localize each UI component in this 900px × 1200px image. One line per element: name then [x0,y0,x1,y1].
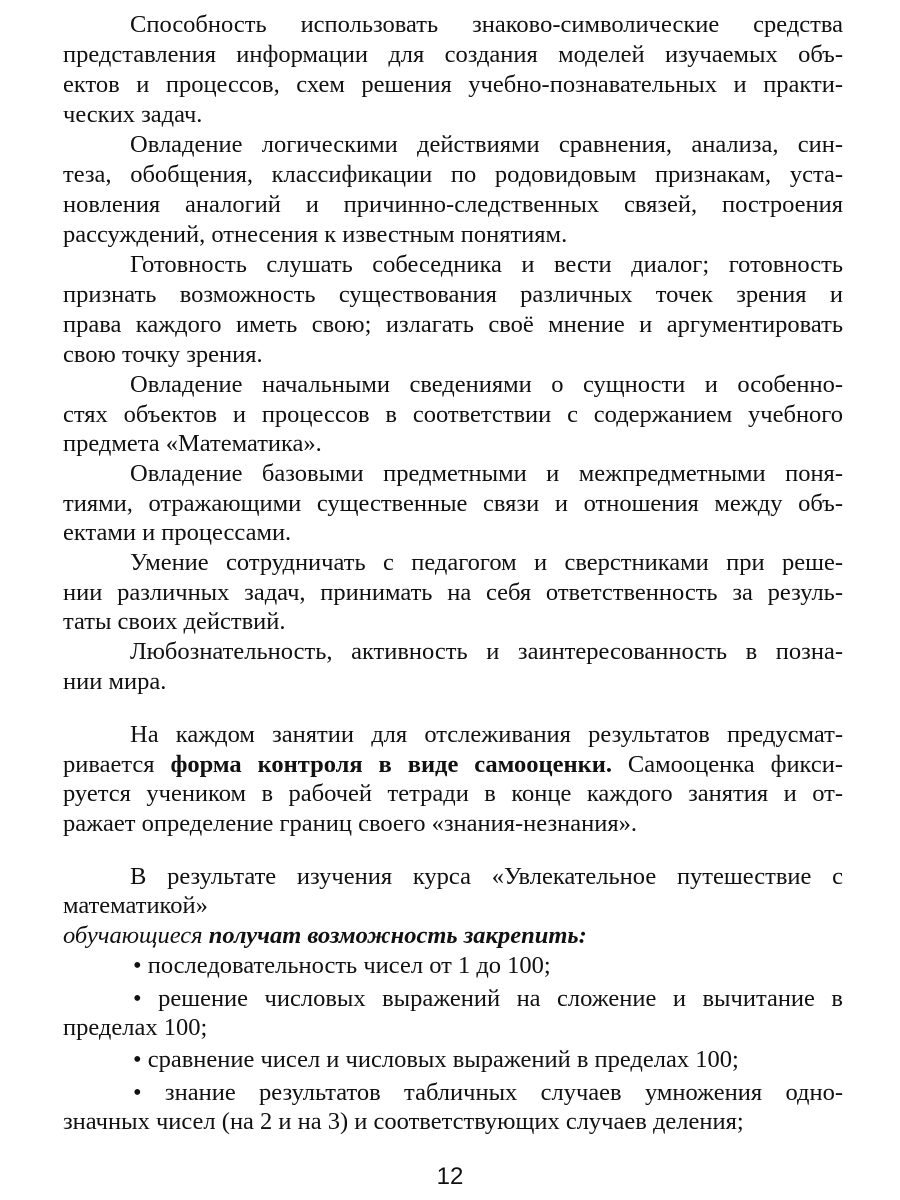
text-line [130,250,843,280]
text-span: Готовность слушать собеседника и вести диалог; готовность [130,251,843,278]
text-span: руется учеником в рабочей тетради в конце каждого занятия и от- [63,780,843,807]
text-span: Умение сотрудничать с педагогом и сверстниками при реше- [130,549,843,576]
text-line [63,429,843,459]
text-line [63,809,843,839]
text-line [63,100,843,130]
text-span: • сравнение чисел и числовых выражений в пределах 100; [133,1046,739,1073]
text-line [63,489,843,519]
text-span: математикой» [63,892,208,919]
text-span: представления информации для создания моделей изучаемых объ- [63,41,843,68]
text-span: признать возможность существования различных точек зрения и [63,281,843,308]
text-line [63,310,843,340]
text-span: Любознательность, активность и заинтересованность в позна- [130,638,843,665]
text-span: новления аналогий и причинно-следственных связей, построения [63,191,843,218]
text-span: • решение числовых выражений на сложение и вычитание в [133,985,843,1012]
text-line [63,220,843,250]
text-span: нии различных задач, принимать на себя ответственность за резуль- [63,579,843,606]
text-span: права каждого иметь свою; излагать своё мнение и аргументировать [63,311,843,338]
emphasis-text: получат возможность закрепить: [208,922,587,949]
text-line [63,750,843,780]
text-span: Самооценка фикси- [612,751,843,778]
text-span: предмета «Математика». [63,430,322,457]
text-line [63,518,843,548]
emphasis-text: обучающиеся [63,922,209,949]
text-span: теза, обобщения, классификации по родовидовым признакам, уста- [63,161,843,188]
text-line [63,280,843,310]
text-span: ческих задач. [63,101,203,128]
text-span: В результате изучения курса «Увлекательное путешествие с [130,863,843,890]
text-span: таты своих действий. [63,608,286,635]
text-line [130,459,843,489]
text-span: нии мира. [63,668,167,695]
text-span: Овладение базовыми предметными и межпредметными поня- [130,460,843,487]
text-line [130,548,843,578]
text-span: ектами и процессами. [63,519,292,546]
text-span: рассуждений, отнесения к известным понятиям. [63,221,568,248]
text-line [63,1107,843,1137]
text-span: На каждом занятии для отслеживания результатов предусмат- [130,721,843,748]
text-span: свою точку зрения. [63,341,263,368]
text-line [130,862,843,892]
text-line [63,921,843,951]
text-span: Овладение логическими действиями сравнения, анализа, син- [130,131,843,158]
text-line [63,190,843,220]
text-line [130,720,843,750]
text-line [63,779,843,809]
text-line [130,130,843,160]
text-span: • знание результатов табличных случаев умножения одно- [133,1079,843,1106]
text-line [63,400,843,430]
bullet-line [133,1078,843,1108]
bullet-line [133,1045,843,1075]
text-span: значных чисел (на 2 и на 3) и соответствующих случаев деления; [63,1108,744,1135]
text-line [63,40,843,70]
emphasis-text: форма контроля в виде самооценки. [170,751,612,778]
text-span: тиями, отражающими существенные связи и отношения между объ- [63,490,843,517]
text-line [63,160,843,190]
text-line [63,340,843,370]
text-span: ражает определение границ своего «знания-незнания». [63,810,637,837]
text-span: ектов и процессов, схем решения учебно-познавательных и практи- [63,71,843,98]
text-line [130,370,843,400]
bullet-line [133,984,843,1014]
text-line [63,70,843,100]
text-line [130,637,843,667]
text-line [130,10,843,40]
text-span: пределах 100; [63,1014,208,1041]
text-line [63,607,843,637]
text-line [63,891,843,921]
text-span: стях объектов и процессов в соответствии с содержанием учебного [63,401,843,428]
text-span: Способность использовать знаково-символические средства [130,11,843,38]
page-number: 12 [436,1163,464,1190]
bullet-line [133,951,843,981]
text-line [63,578,843,608]
text-span: Овладение начальными сведениями о сущности и особенно- [130,371,843,398]
text-span: ривается [63,751,171,778]
text-span: • последовательность чисел от 1 до 100; [133,952,551,979]
text-line [63,667,843,697]
text-line [63,1013,843,1043]
